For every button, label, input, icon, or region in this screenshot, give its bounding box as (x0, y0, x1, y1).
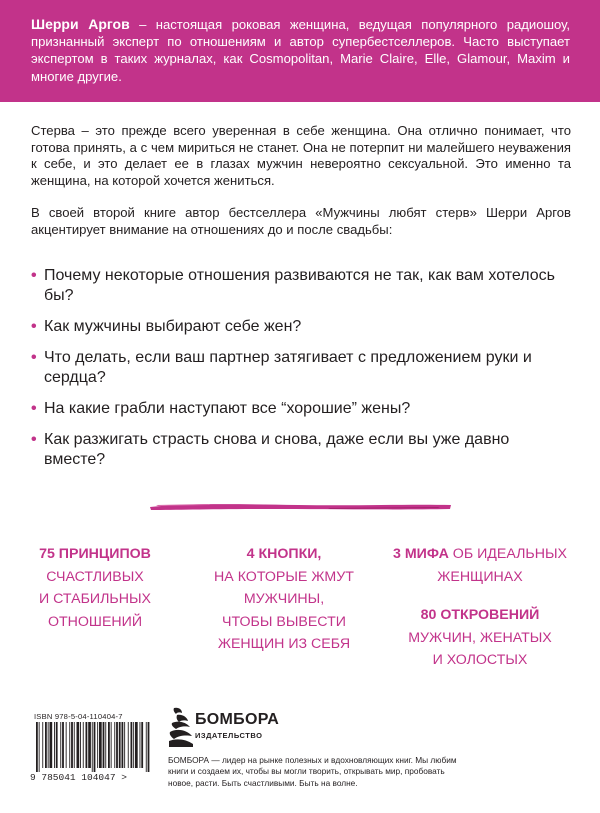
fact-line: СЧАСТЛИВЫХ (46, 568, 144, 585)
publisher-tagline: БОМБОРА — лидер на рынке полезных и вдохновляющих книг. Мы любим книги и создаем их, чтобы вы могли творить, открывать мир, пробовать новое, расти. Быть счастливыми. Быть на волне. (168, 755, 457, 788)
publisher-logo (168, 706, 338, 750)
fact-myths-revelations (385, 543, 575, 672)
question-text: Что делать, если ваш партнер затягивает с предложением руки и сердца? (44, 349, 532, 386)
question-text: Почему некоторые отношения развиваются не так, как вам хотелось бы? (44, 267, 556, 304)
bullet-icon: • (31, 400, 37, 417)
question-item (31, 348, 571, 388)
fact-line: ОТНОШЕНИЙ (47, 613, 143, 630)
bullet-icon: • (31, 267, 37, 284)
fact-line: ЧТОБЫ ВЫВЕСТИ (222, 613, 346, 630)
fact-principles (20, 543, 170, 633)
barcode-digits: 9 785041 104047 > (30, 772, 127, 783)
fact-myths (385, 543, 575, 588)
fact-lead: 4 КНОПКИ, (246, 546, 322, 562)
fact-line: И ХОЛОСТЫХ (432, 652, 528, 668)
author-bio-text: – настоящая роковая женщина, ведущая популярного радиошоу, признанный эксперт по отношениям и автор супербестселлеров. Часто выступает экспертом в таких журналах, как Cosmopolitan, Marie Claire, Elle, Glamour, Maxim и многие другие. (31, 17, 571, 84)
fact-lead: 80 ОТКРОВЕНИЙ (420, 607, 540, 623)
author-bio-banner (0, 0, 600, 102)
isbn-number: ISBN 978-5-04-110404-7 (34, 712, 123, 721)
publisher-subtitle: ИЗДАТЕЛЬСТВО (195, 731, 263, 740)
fact-line: МУЖЧИН, ЖЕНАТЫХ (408, 629, 552, 646)
bombora-logo-icon (168, 706, 194, 748)
intro-paragraph-1: Стерва – это прежде всего уверенная в себе женщина. Она отлично понимает, что готова принять, а с чем мириться не станет. Она не потерпит ни малейшего неуважения к себе, и это делает ее в глазах мужчин невероятно сексуальной. Это именно та женщина, на которой хочется жениться. (31, 123, 571, 188)
question-text: Как разжигать страсть снова и снова, даже если вы уже давно вместе? (44, 431, 510, 468)
fact-line: МУЖЧИНЫ, (243, 591, 325, 607)
fact-line: ЖЕНЩИНАХ (437, 568, 523, 585)
author-name: Шерри Аргов (31, 16, 130, 32)
fact-lead: 3 МИФА (392, 546, 449, 562)
isbn-barcode (30, 712, 156, 786)
bullet-icon: • (31, 431, 37, 448)
question-item (31, 317, 571, 337)
fact-buttons (198, 543, 370, 656)
brush-stroke-divider (148, 500, 453, 512)
intro-text (31, 123, 571, 255)
fact-lead: 75 ПРИНЦИПОВ (39, 546, 151, 562)
question-item (31, 266, 571, 306)
fact-line: НА КОТОРЫЕ ЖМУТ (214, 568, 354, 585)
publisher-name: БОМБОРА (195, 711, 280, 728)
question-item (31, 430, 571, 470)
barcode-icon (30, 722, 154, 772)
book-facts (0, 543, 600, 693)
fact-line: ЖЕНЩИН ИЗ СЕБЯ (217, 636, 351, 652)
bullet-icon: • (31, 318, 37, 335)
intro-paragraph-2: В своей второй книге автор бестселлера «Мужчины любят стерв» Шерри Аргов акцентирует внимание на отношениях до и после свадьбы: (31, 205, 571, 237)
bullet-icon: • (31, 349, 37, 366)
question-text: На какие грабли наступают все “хорошие” жены? (44, 400, 411, 417)
fact-line: ОБ ИДЕАЛЬНЫХ (448, 546, 568, 562)
fact-revelations (385, 604, 575, 672)
question-text: Как мужчины выбирают себе жен? (44, 318, 302, 335)
fact-line: И СТАБИЛЬНЫХ (39, 591, 151, 607)
question-list (31, 266, 571, 481)
question-item (31, 399, 571, 419)
